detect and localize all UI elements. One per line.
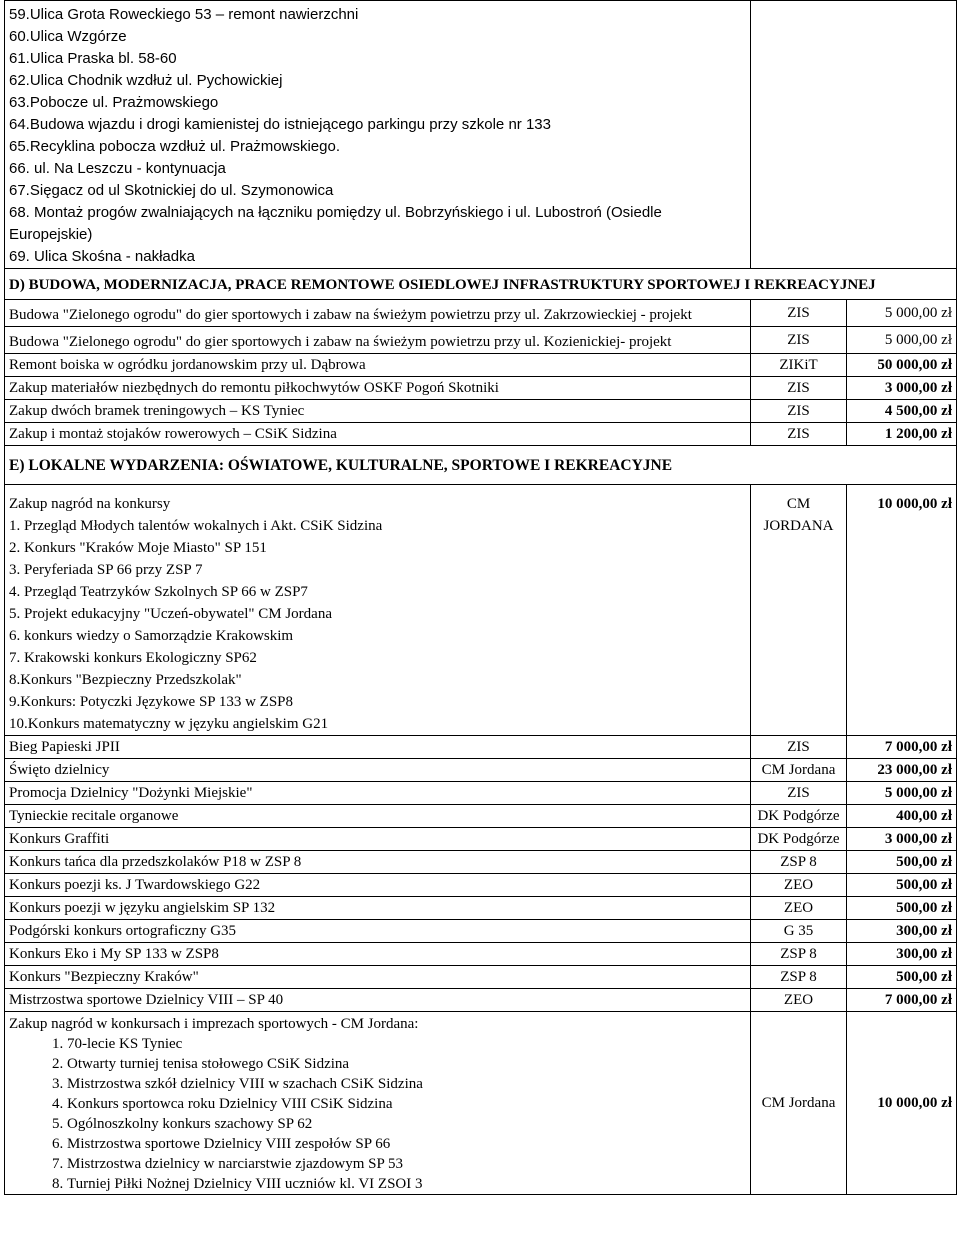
sport-item: 3. Mistrzostwa szkół dzielnicy VIII w szachach CSiK Sidzina: [67, 1074, 746, 1094]
section-e-row: [5, 782, 957, 805]
prize-item: 4. Przegląd Teatrzyków Szkolnych SP 66 w ZSP7: [9, 584, 308, 600]
row-desc: Zakup i montaż stojaków rowerowych – CSiK Sidzina: [5, 423, 751, 446]
prize-item: 2. Konkurs "Kraków Moje Miasto" SP 151: [9, 540, 267, 556]
row-amount: 50 000,00 zł: [847, 354, 957, 377]
row-amount: 500,00 zł: [847, 851, 957, 874]
top-list-empty: [751, 1, 957, 269]
sport-item: 8. Turniej Piłki Nożnej Dzielnicy VIII uczniów kl. VI ZSOI 3: [67, 1174, 746, 1194]
section-e-row: [5, 897, 957, 920]
top-list-item: 63.Pobocze ul. Prażmowskiego: [9, 94, 219, 111]
row-unit: G 35: [751, 920, 847, 943]
row-amount: 5 000,00 zł: [847, 782, 957, 805]
prize-block-unit-cell: [751, 485, 847, 736]
row-unit: ZIS: [751, 300, 847, 327]
section-d-row: [5, 300, 957, 327]
row-unit: ZSP 8: [751, 943, 847, 966]
sport-items-list: [9, 1034, 746, 1194]
row-amount: 23 000,00 zł: [847, 759, 957, 782]
row-unit: ZIKiT: [751, 354, 847, 377]
row-amount: 500,00 zł: [847, 897, 957, 920]
section-d-row: [5, 327, 957, 354]
row-amount: 300,00 zł: [847, 943, 957, 966]
row-unit: DK Podgórze: [751, 805, 847, 828]
section-e-row: [5, 920, 957, 943]
row-amount: 7 000,00 zł: [847, 736, 957, 759]
row-amount: 4 500,00 zł: [847, 400, 957, 423]
section-e-row: [5, 989, 957, 1012]
row-unit: ZSP 8: [751, 851, 847, 874]
prize-block-title: Zakup nagród na konkursy: [9, 496, 171, 512]
row-desc: Tynieckie recitale organowe: [5, 805, 751, 828]
sport-item: 5. Ogólnoszkolny konkurs szachowy SP 62: [67, 1114, 746, 1134]
row-amount: 3 000,00 zł: [847, 828, 957, 851]
prize-items-list: [9, 515, 746, 735]
top-list-item: 65.Recyklina pobocza wzdłuż ul. Prażmowskiego.: [9, 138, 340, 155]
row-amount: 5 000,00 zł: [847, 300, 957, 327]
section-e-heading-row: [5, 446, 957, 485]
row-desc: Zakup dwóch bramek treningowych – KS Tyniec: [5, 400, 751, 423]
row-desc: Święto dzielnicy: [5, 759, 751, 782]
prize-block-unit: CM JORDANA: [763, 496, 834, 534]
prize-block-amount: 10 000,00 zł: [847, 485, 957, 736]
row-desc: Remont boiska w ogródku jordanowskim przy ul. Dąbrowa: [5, 354, 751, 377]
row-amount: 7 000,00 zł: [847, 989, 957, 1012]
top-list-cell: [5, 1, 751, 269]
sport-block-amount: 10 000,00 zł: [847, 1012, 957, 1195]
sport-item: 1. 70-lecie KS Tyniec: [67, 1034, 746, 1054]
row-unit: ZIS: [751, 736, 847, 759]
row-amount: 400,00 zł: [847, 805, 957, 828]
row-desc: Bieg Papieski JPII: [5, 736, 751, 759]
section-e-row: [5, 805, 957, 828]
prize-item: 8.Konkurs "Bezpieczny Przedszkolak": [9, 672, 242, 688]
row-desc: Konkurs tańca dla przedszkolaków P18 w ZSP 8: [5, 851, 751, 874]
top-list-item: 69. Ulica Skośna - nakładka: [9, 248, 195, 265]
top-list-item: 59.Ulica Grota Roweckiego 53 – remont nawierzchni: [9, 6, 359, 23]
row-desc: Konkurs "Bezpieczny Kraków": [5, 966, 751, 989]
row-desc: Konkurs poezji ks. J Twardowskiego G22: [5, 874, 751, 897]
row-unit: ZIS: [751, 423, 847, 446]
row-desc: Mistrzostwa sportowe Dzielnicy VIII – SP 40: [5, 989, 751, 1012]
prize-item: 6. konkurs wiedzy o Samorządzie Krakowskim: [9, 628, 294, 644]
row-desc: Zakup materiałów niezbędnych do remontu piłkochwytów OSKF Pogoń Skotniki: [5, 377, 751, 400]
sport-item: 4. Konkurs sportowca roku Dzielnicy VIII CSiK Sidzina: [67, 1094, 746, 1114]
section-d-row: [5, 400, 957, 423]
top-list-item: 67.Sięgacz od ul Skotnickiej do ul. Szymonowica: [9, 182, 334, 199]
prize-item: 1. Przegląd Młodych talentów wokalnych i Akt. CSiK Sidzina: [9, 518, 383, 534]
row-unit: ZEO: [751, 989, 847, 1012]
top-list-item: 60.Ulica Wzgórze: [9, 28, 127, 45]
prize-item: 10.Konkurs matematyczny w języku angielskim G21: [9, 716, 329, 732]
sport-block-title: Zakup nagród w konkursach i imprezach sportowych - CM Jordana:: [9, 1016, 419, 1032]
top-list-item: 64.Budowa wjazdu i drogi kamienistej do istniejącego parkingu przy szkole nr 133: [9, 116, 551, 133]
prize-item: 5. Projekt edukacyjny "Uczeń-obywatel" CM Jordana: [9, 606, 332, 622]
row-desc: Konkurs Eko i My SP 133 w ZSP8: [5, 943, 751, 966]
section-d-row: [5, 423, 957, 446]
top-list-item: 66. ul. Na Leszczu - kontynuacja: [9, 160, 226, 177]
prize-item: 9.Konkurs: Potyczki Językowe SP 133 w ZSP8: [9, 694, 294, 710]
section-e-row: [5, 851, 957, 874]
row-unit: CM Jordana: [751, 759, 847, 782]
row-unit: ZIS: [751, 400, 847, 423]
row-amount: 3 000,00 zł: [847, 377, 957, 400]
row-amount: 1 200,00 zł: [847, 423, 957, 446]
row-unit: ZIS: [751, 327, 847, 354]
section-e-row: [5, 966, 957, 989]
section-e-heading: E) LOKALNE WYDARZENIA: OŚWIATOWE, KULTURALNE, SPORTOWE I REKREACYJNE: [5, 446, 957, 485]
section-d-row: [5, 354, 957, 377]
section-d-heading: D) BUDOWA, MODERNIZACJA, PRACE REMONTOWE OSIEDLOWEJ INFRASTRUKTURY SPORTOWEJ I REKREACYJNEJ: [5, 269, 957, 300]
section-e-row: [5, 759, 957, 782]
budget-table: [4, 0, 957, 1195]
section-e-row: [5, 736, 957, 759]
sport-item: 6. Mistrzostwa sportowe Dzielnicy VIII zespołów SP 66: [67, 1134, 746, 1154]
row-amount: 500,00 zł: [847, 966, 957, 989]
row-unit: ZIS: [751, 377, 847, 400]
row-desc: Promocja Dzielnicy "Dożynki Miejskie": [5, 782, 751, 805]
row-unit: ZEO: [751, 897, 847, 920]
section-e-row: [5, 874, 957, 897]
row-amount: 500,00 zł: [847, 874, 957, 897]
top-list-item: 62.Ulica Chodnik wzdłuż ul. Pychowickiej: [9, 72, 283, 89]
prize-item: 3. Peryferiada SP 66 przy ZSP 7: [9, 562, 203, 578]
row-desc: Budowa "Zielonego ogrodu" do gier sportowych i zabaw na świeżym powietrzu przy ul. Zakrzowieckiej - projekt: [5, 300, 751, 327]
row-amount: 300,00 zł: [847, 920, 957, 943]
row-unit: ZEO: [751, 874, 847, 897]
section-d-row: [5, 377, 957, 400]
sport-item: 7. Mistrzostwa dzielnicy w narciarstwie zjazdowym SP 53: [67, 1154, 746, 1174]
top-list-row: [5, 1, 957, 269]
prize-item: 7. Krakowski konkurs Ekologiczny SP62: [9, 650, 257, 666]
section-e-rows: [5, 736, 957, 1012]
section-e-row: [5, 828, 957, 851]
row-amount: 5 000,00 zł: [847, 327, 957, 354]
row-unit: ZSP 8: [751, 966, 847, 989]
row-unit: ZIS: [751, 782, 847, 805]
row-unit: DK Podgórze: [751, 828, 847, 851]
prize-block-row: [5, 485, 957, 736]
top-list: [9, 4, 746, 268]
top-list-item: 68. Montaż progów zwalniających na łączniku pomiędzy ul. Bobrzyńskiego i ul. Lubostroń (Osiedle Europejskie): [9, 204, 662, 243]
sport-block-row: [5, 1012, 957, 1195]
row-desc: Konkurs poezji w języku angielskim SP 132: [5, 897, 751, 920]
prize-block-cell: [5, 485, 751, 736]
sport-block-cell: [5, 1012, 751, 1195]
row-desc: Konkurs Graffiti: [5, 828, 751, 851]
sport-item: 2. Otwarty turniej tenisa stołowego CSiK Sidzina: [67, 1054, 746, 1074]
top-list-item: 61.Ulica Praska bl. 58-60: [9, 50, 177, 67]
section-e-row: [5, 943, 957, 966]
section-d-heading-row: [5, 269, 957, 300]
row-desc: Podgórski konkurs ortograficzny G35: [5, 920, 751, 943]
sport-block-unit: CM Jordana: [751, 1012, 847, 1195]
row-desc: Budowa "Zielonego ogrodu" do gier sportowych i zabaw na świeżym powietrzu przy ul. Kozienickiej- projekt: [5, 327, 751, 354]
